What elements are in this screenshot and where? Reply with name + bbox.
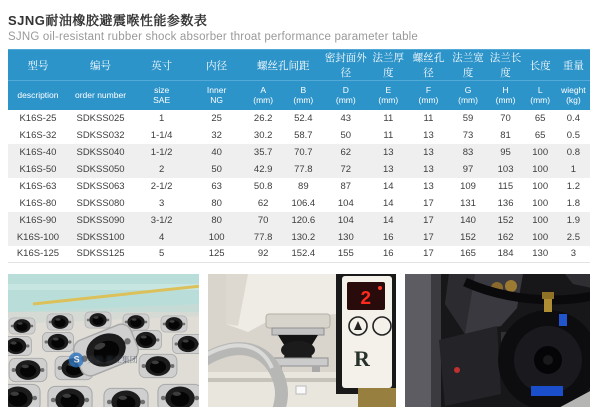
- table-cell: 1-1/4: [150, 129, 173, 141]
- table-cell: 62: [323, 144, 368, 161]
- table-row: [8, 127, 590, 144]
- table-cell: 0.4: [566, 112, 580, 124]
- table-cell: 43: [340, 112, 352, 124]
- table-cell: 1: [158, 112, 165, 124]
- table-cell: 2.5: [557, 229, 590, 246]
- table-cell: 13: [423, 129, 434, 141]
- col-order-cn: 编号: [68, 50, 133, 81]
- table-cell: 106.4: [291, 197, 316, 209]
- table-cell: K16S-25: [19, 112, 57, 124]
- table-cell: 0.5: [566, 129, 580, 141]
- table-cell: 83: [449, 144, 488, 161]
- photo-dark-test-rig: [405, 274, 590, 407]
- col-e-en: E (mm): [368, 81, 408, 110]
- table-row: [8, 110, 590, 127]
- photo-test-machine: [208, 274, 396, 407]
- table-cell: 14: [383, 197, 394, 209]
- table-cell: K16S-90: [8, 212, 68, 229]
- table-cell: SDKSS080: [76, 197, 125, 209]
- table-cell: 77.8: [283, 161, 323, 178]
- table-cell: 109: [460, 180, 476, 192]
- header-row-english: [8, 81, 590, 110]
- table-cell: 77.8: [243, 229, 283, 246]
- watermark-logo-icon: S: [69, 352, 84, 367]
- table-cell: 59: [462, 112, 474, 124]
- table-cell: 87: [340, 180, 352, 192]
- table-cell: 1.8: [566, 197, 580, 209]
- col-description-en: description: [8, 81, 68, 110]
- table-cell: 152.4: [283, 246, 323, 263]
- table-cell: 42.9: [243, 161, 283, 178]
- table-cell: 52.4: [294, 112, 313, 124]
- col-f-en: F (mm): [408, 81, 448, 110]
- table-cell: 140: [449, 212, 488, 229]
- col-model-cn: 型号: [8, 50, 68, 81]
- table-cell: 4: [133, 229, 190, 246]
- table-cell: K16S-50: [8, 161, 68, 178]
- col-bolthole-cn: 螺丝孔径: [408, 50, 448, 81]
- table-cell: 63: [211, 180, 222, 192]
- col-h-en: H (mm): [488, 81, 524, 110]
- table-cell: 35.7: [243, 144, 283, 161]
- table-cell: K16S-125: [8, 246, 68, 263]
- table-cell: SDKSS050: [68, 161, 133, 178]
- table-cell: 130: [524, 246, 557, 263]
- table-cell: 115: [497, 180, 514, 192]
- table-cell: 0.8: [557, 144, 590, 161]
- table-cell: 104: [323, 212, 368, 229]
- page-title-chinese: SJNG耐油橡胶避震喉性能参数表: [8, 13, 208, 28]
- table-cell: 40: [190, 144, 243, 161]
- table-cell: 11: [383, 112, 394, 124]
- table-cell: 131: [460, 197, 476, 209]
- col-innerdia-cn: 内径: [190, 50, 243, 81]
- table-body: [8, 110, 590, 263]
- table-cell: SDKSS032: [76, 129, 125, 141]
- table-cell: 3: [158, 197, 165, 209]
- test-machine-photo-art: [208, 274, 396, 407]
- table-cell: SDKSS063: [76, 180, 125, 192]
- col-g-en: G (mm): [449, 81, 488, 110]
- product-photo-strip: [8, 274, 590, 407]
- col-sealface-cn: 密封面外径: [323, 50, 368, 81]
- table-cell: 1.2: [566, 180, 580, 192]
- col-inner-en: Inner NG: [190, 81, 243, 110]
- table-cell: 13: [408, 161, 448, 178]
- table-cell: K16S-40: [8, 144, 68, 161]
- table-cell: 16: [368, 229, 408, 246]
- table-row: [8, 195, 590, 212]
- table-cell: 14: [368, 212, 408, 229]
- dark-rig-photo-art: [405, 274, 590, 407]
- table-cell: 92: [243, 246, 283, 263]
- table-cell: 17: [408, 229, 448, 246]
- table-cell: 100: [524, 144, 557, 161]
- table-cell: 100: [524, 229, 557, 246]
- table-cell: 184: [488, 246, 524, 263]
- table-cell: 80: [211, 197, 222, 209]
- table-row: [8, 212, 590, 229]
- photo-rubber-joints-stock: [8, 274, 199, 407]
- table-cell: 65: [534, 129, 546, 141]
- table-cell: 58.7: [294, 129, 313, 141]
- table-row: [8, 178, 590, 195]
- table-cell: 165: [449, 246, 488, 263]
- col-inch-cn: 英寸: [133, 50, 190, 81]
- table-cell: 95: [488, 144, 524, 161]
- table-cell: 73: [462, 129, 474, 141]
- table-cell: 120.6: [283, 212, 323, 229]
- col-length-cn: 长度: [524, 50, 557, 81]
- parameter-table: [8, 49, 590, 263]
- table-cell: K16S-63: [19, 180, 57, 192]
- table-cell: 25: [211, 112, 222, 124]
- table-cell: 80: [190, 212, 243, 229]
- table-cell: 32: [211, 129, 222, 141]
- col-d-en: D (mm): [323, 81, 368, 110]
- table-row: [8, 161, 590, 178]
- table-cell: 70: [243, 212, 283, 229]
- table-cell: K16S-100: [8, 229, 68, 246]
- col-a-en: A (mm): [243, 81, 283, 110]
- table-cell: K16S-80: [19, 197, 57, 209]
- table-cell: 62: [257, 197, 269, 209]
- table-cell: 17: [408, 246, 448, 263]
- table-cell: 130.2: [283, 229, 323, 246]
- table-cell: 13: [423, 180, 434, 192]
- table-cell: 5: [133, 246, 190, 263]
- table-cell: 136: [497, 197, 514, 209]
- table-cell: 11: [423, 112, 434, 124]
- table-cell: SDKSS100: [68, 229, 133, 246]
- table-cell: 72: [323, 161, 368, 178]
- table-cell: 81: [500, 129, 511, 141]
- col-l-en: L (mm): [524, 81, 557, 110]
- col-boltspacing-cn: 螺丝孔间距: [243, 50, 323, 81]
- table-cell: 155: [323, 246, 368, 263]
- table-cell: 17: [408, 212, 448, 229]
- col-ordernumber-en: order number: [68, 81, 133, 110]
- table-cell: 50: [340, 129, 352, 141]
- table-cell: 100: [524, 161, 557, 178]
- table-cell: 100: [532, 180, 549, 192]
- table-cell: 50: [190, 161, 243, 178]
- table-cell: 30.2: [253, 129, 273, 141]
- table-row: [8, 246, 590, 263]
- col-weight-en: wieght (kg): [557, 81, 590, 110]
- table-cell: 100: [190, 229, 243, 246]
- table-cell: 1.9: [557, 212, 590, 229]
- table-cell: 11: [383, 129, 394, 141]
- rubber-joints-photo-art: [8, 274, 199, 407]
- table-cell: 103: [488, 161, 524, 178]
- col-size-en: size SAE: [133, 81, 190, 110]
- header-row-chinese: [8, 50, 590, 81]
- table-cell: 17: [423, 197, 434, 209]
- col-weight-cn: 重量: [557, 50, 590, 81]
- table-cell: SDKSS040: [68, 144, 133, 161]
- table-cell: 26.2: [253, 112, 273, 124]
- table-cell: K16S-32: [19, 129, 57, 141]
- table-cell: 2-1/2: [150, 180, 173, 192]
- table-cell: 3: [557, 246, 590, 263]
- col-b-en: B (mm): [283, 81, 323, 110]
- table-cell: 13: [408, 144, 448, 161]
- table-cell: SDKSS025: [76, 112, 125, 124]
- table-row: [8, 229, 590, 246]
- table-header: [8, 50, 590, 110]
- table-cell: 13: [368, 144, 408, 161]
- table-cell: 2: [133, 161, 190, 178]
- table-cell: 100: [524, 212, 557, 229]
- table-cell: 3-1/2: [133, 212, 190, 229]
- table-cell: SDKSS125: [68, 246, 133, 263]
- table-cell: 152: [449, 229, 488, 246]
- col-flangethk-cn: 法兰厚度: [368, 50, 408, 81]
- table-cell: 13: [368, 161, 408, 178]
- table-cell: 70.7: [283, 144, 323, 161]
- table-row: [8, 144, 590, 161]
- page-title-english: SJNG oil-resistant rubber shock absorber throat performance parameter table: [8, 31, 419, 43]
- table-cell: 14: [383, 180, 394, 192]
- table-cell: 152: [488, 212, 524, 229]
- table-cell: 16: [368, 246, 408, 263]
- table-cell: 65: [534, 112, 546, 124]
- led-display-value: 2: [359, 288, 372, 310]
- table-cell: SDKSS090: [68, 212, 133, 229]
- watermark-text: 实拍·淞江集团: [87, 355, 138, 365]
- table-cell: 130: [323, 229, 368, 246]
- table-cell: 162: [488, 229, 524, 246]
- col-flangewidth-cn: 法兰宽度: [449, 50, 488, 81]
- table-cell: 50.8: [253, 180, 273, 192]
- table-cell: 1-1/2: [133, 144, 190, 161]
- device-brand-letter: R: [353, 346, 370, 371]
- table-cell: 104: [337, 197, 354, 209]
- table-cell: 89: [298, 180, 309, 192]
- col-flangelength-cn: 法兰长度: [488, 50, 524, 81]
- table-cell: 100: [532, 197, 549, 209]
- table-cell: 70: [500, 112, 511, 124]
- table-cell: 1: [557, 161, 590, 178]
- table-cell: 97: [449, 161, 488, 178]
- table-cell: 125: [190, 246, 243, 263]
